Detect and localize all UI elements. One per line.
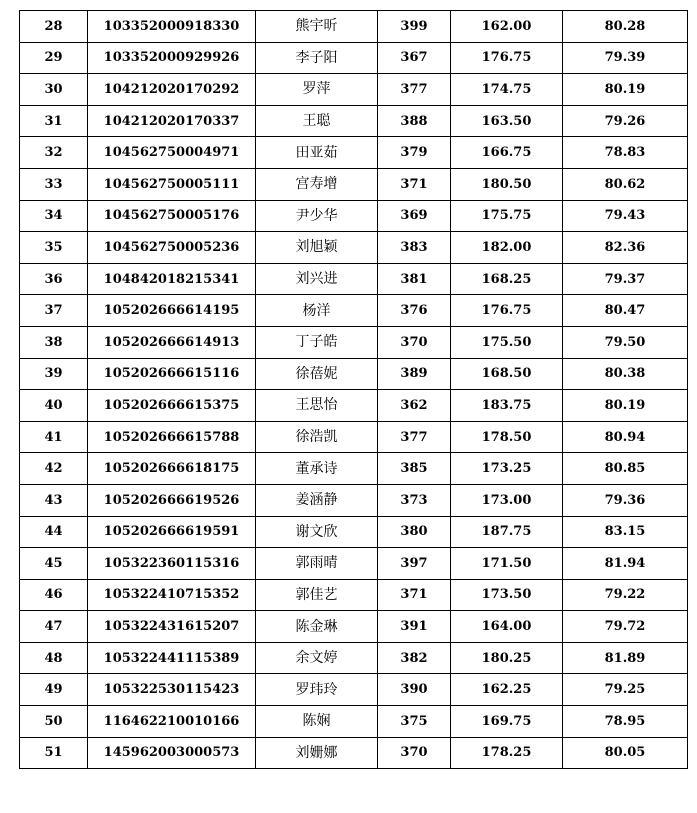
cell-candidate-id: 104562750004971	[88, 137, 256, 169]
cell-exam-score: 399	[378, 11, 451, 43]
cell-candidate-name: 谢文欣	[256, 516, 378, 548]
score-table	[19, 10, 688, 769]
cell-total-score: 80.94	[563, 421, 688, 453]
cell-seq-no: 36	[20, 263, 88, 295]
cell-exam-score: 362	[378, 390, 451, 422]
cell-candidate-name: 郭雨晴	[256, 548, 378, 580]
cell-seq-no: 34	[20, 200, 88, 232]
cell-seq-no: 39	[20, 358, 88, 390]
cell-candidate-id: 105322530115423	[88, 674, 256, 706]
cell-total-score: 81.94	[563, 548, 688, 580]
table-row	[20, 168, 688, 200]
table-row	[20, 105, 688, 137]
cell-seq-no: 37	[20, 295, 88, 327]
cell-seq-no: 41	[20, 421, 88, 453]
cell-total-score: 80.62	[563, 168, 688, 200]
cell-candidate-id: 105202666618175	[88, 453, 256, 485]
cell-total-score: 81.89	[563, 642, 688, 674]
cell-seq-no: 51	[20, 737, 88, 769]
cell-seq-no: 31	[20, 105, 88, 137]
cell-candidate-id: 105202666619591	[88, 516, 256, 548]
cell-exam-score: 367	[378, 42, 451, 74]
table-row	[20, 74, 688, 106]
table-row	[20, 611, 688, 643]
cell-total-score: 80.85	[563, 453, 688, 485]
table-row	[20, 137, 688, 169]
cell-total-score: 83.15	[563, 516, 688, 548]
score-table-body	[20, 11, 688, 769]
table-row	[20, 42, 688, 74]
cell-exam-score: 382	[378, 642, 451, 674]
cell-candidate-name: 熊宇昕	[256, 11, 378, 43]
cell-total-score: 80.19	[563, 74, 688, 106]
table-row	[20, 548, 688, 580]
table-row	[20, 674, 688, 706]
cell-total-score: 80.38	[563, 358, 688, 390]
cell-seq-no: 28	[20, 11, 88, 43]
cell-interview-score: 180.50	[451, 168, 563, 200]
cell-candidate-name: 刘姗娜	[256, 737, 378, 769]
cell-candidate-id: 104562750005236	[88, 232, 256, 264]
cell-candidate-id: 105202666614913	[88, 326, 256, 358]
cell-exam-score: 371	[378, 579, 451, 611]
cell-exam-score: 371	[378, 168, 451, 200]
cell-total-score: 79.36	[563, 484, 688, 516]
cell-candidate-id: 105202666619526	[88, 484, 256, 516]
cell-seq-no: 47	[20, 611, 88, 643]
table-row	[20, 295, 688, 327]
cell-candidate-name: 尹少华	[256, 200, 378, 232]
table-row	[20, 737, 688, 769]
cell-candidate-name: 刘兴进	[256, 263, 378, 295]
cell-interview-score: 173.25	[451, 453, 563, 485]
cell-total-score: 78.83	[563, 137, 688, 169]
cell-exam-score: 376	[378, 295, 451, 327]
cell-candidate-name: 陈娴	[256, 706, 378, 738]
cell-seq-no: 45	[20, 548, 88, 580]
cell-interview-score: 173.50	[451, 579, 563, 611]
cell-candidate-name: 宫寿增	[256, 168, 378, 200]
cell-interview-score: 175.50	[451, 326, 563, 358]
table-row	[20, 200, 688, 232]
cell-exam-score: 388	[378, 105, 451, 137]
cell-candidate-id: 145962003000573	[88, 737, 256, 769]
cell-exam-score: 377	[378, 421, 451, 453]
cell-interview-score: 166.75	[451, 137, 563, 169]
cell-exam-score: 397	[378, 548, 451, 580]
cell-candidate-id: 105202666615375	[88, 390, 256, 422]
cell-seq-no: 30	[20, 74, 88, 106]
cell-exam-score: 379	[378, 137, 451, 169]
cell-candidate-id: 116462210010166	[88, 706, 256, 738]
cell-total-score: 79.43	[563, 200, 688, 232]
cell-exam-score: 373	[378, 484, 451, 516]
cell-total-score: 79.22	[563, 579, 688, 611]
cell-total-score: 80.05	[563, 737, 688, 769]
cell-interview-score: 162.00	[451, 11, 563, 43]
cell-interview-score: 187.75	[451, 516, 563, 548]
cell-total-score: 79.72	[563, 611, 688, 643]
cell-candidate-id: 105322431615207	[88, 611, 256, 643]
cell-candidate-id: 104842018215341	[88, 263, 256, 295]
table-row	[20, 516, 688, 548]
cell-seq-no: 44	[20, 516, 88, 548]
table-row	[20, 326, 688, 358]
table-row	[20, 706, 688, 738]
cell-candidate-name: 李子阳	[256, 42, 378, 74]
cell-interview-score: 183.75	[451, 390, 563, 422]
table-row	[20, 579, 688, 611]
cell-exam-score: 375	[378, 706, 451, 738]
cell-candidate-name: 杨洋	[256, 295, 378, 327]
cell-exam-score: 383	[378, 232, 451, 264]
cell-seq-no: 43	[20, 484, 88, 516]
table-row	[20, 453, 688, 485]
cell-candidate-id: 105202666615116	[88, 358, 256, 390]
table-row	[20, 390, 688, 422]
cell-seq-no: 49	[20, 674, 88, 706]
cell-total-score: 79.50	[563, 326, 688, 358]
cell-total-score: 79.37	[563, 263, 688, 295]
cell-interview-score: 171.50	[451, 548, 563, 580]
cell-candidate-name: 刘旭颖	[256, 232, 378, 264]
cell-candidate-name: 田亚茹	[256, 137, 378, 169]
cell-seq-no: 50	[20, 706, 88, 738]
cell-candidate-id: 103352000929926	[88, 42, 256, 74]
cell-candidate-id: 105322441115389	[88, 642, 256, 674]
cell-exam-score: 390	[378, 674, 451, 706]
cell-seq-no: 35	[20, 232, 88, 264]
cell-total-score: 79.39	[563, 42, 688, 74]
table-row	[20, 232, 688, 264]
cell-exam-score: 369	[378, 200, 451, 232]
cell-interview-score: 175.75	[451, 200, 563, 232]
cell-candidate-name: 徐浩凯	[256, 421, 378, 453]
cell-interview-score: 164.00	[451, 611, 563, 643]
cell-candidate-name: 王思怡	[256, 390, 378, 422]
cell-exam-score: 381	[378, 263, 451, 295]
cell-exam-score: 370	[378, 326, 451, 358]
cell-interview-score: 178.25	[451, 737, 563, 769]
cell-seq-no: 29	[20, 42, 88, 74]
cell-candidate-name: 陈金琳	[256, 611, 378, 643]
cell-candidate-id: 103352000918330	[88, 11, 256, 43]
cell-total-score: 78.95	[563, 706, 688, 738]
cell-exam-score: 370	[378, 737, 451, 769]
cell-total-score: 80.19	[563, 390, 688, 422]
table-row	[20, 421, 688, 453]
cell-seq-no: 38	[20, 326, 88, 358]
table-row	[20, 11, 688, 43]
cell-exam-score: 380	[378, 516, 451, 548]
cell-interview-score: 178.50	[451, 421, 563, 453]
cell-candidate-name: 余文婷	[256, 642, 378, 674]
cell-seq-no: 42	[20, 453, 88, 485]
cell-exam-score: 377	[378, 74, 451, 106]
cell-candidate-id: 105322410715352	[88, 579, 256, 611]
cell-candidate-name: 罗玮玲	[256, 674, 378, 706]
cell-candidate-name: 王聪	[256, 105, 378, 137]
cell-total-score: 79.26	[563, 105, 688, 137]
table-row	[20, 263, 688, 295]
cell-total-score: 79.25	[563, 674, 688, 706]
cell-candidate-id: 104562750005111	[88, 168, 256, 200]
cell-seq-no: 32	[20, 137, 88, 169]
cell-total-score: 82.36	[563, 232, 688, 264]
cell-interview-score: 176.75	[451, 295, 563, 327]
cell-exam-score: 389	[378, 358, 451, 390]
cell-total-score: 80.28	[563, 11, 688, 43]
cell-interview-score: 162.25	[451, 674, 563, 706]
cell-seq-no: 33	[20, 168, 88, 200]
cell-interview-score: 180.25	[451, 642, 563, 674]
cell-candidate-id: 104212020170292	[88, 74, 256, 106]
cell-candidate-id: 105202666614195	[88, 295, 256, 327]
cell-interview-score: 176.75	[451, 42, 563, 74]
cell-interview-score: 163.50	[451, 105, 563, 137]
cell-exam-score: 391	[378, 611, 451, 643]
cell-seq-no: 46	[20, 579, 88, 611]
table-row	[20, 358, 688, 390]
cell-interview-score: 169.75	[451, 706, 563, 738]
cell-interview-score: 168.25	[451, 263, 563, 295]
cell-candidate-name: 姜涵静	[256, 484, 378, 516]
cell-interview-score: 182.00	[451, 232, 563, 264]
cell-interview-score: 173.00	[451, 484, 563, 516]
cell-total-score: 80.47	[563, 295, 688, 327]
cell-candidate-name: 丁子皓	[256, 326, 378, 358]
cell-candidate-id: 105202666615788	[88, 421, 256, 453]
table-row	[20, 484, 688, 516]
cell-candidate-name: 徐蓓妮	[256, 358, 378, 390]
cell-candidate-name: 罗萍	[256, 74, 378, 106]
cell-candidate-id: 104212020170337	[88, 105, 256, 137]
table-row	[20, 642, 688, 674]
cell-candidate-id: 104562750005176	[88, 200, 256, 232]
cell-seq-no: 48	[20, 642, 88, 674]
cell-candidate-name: 董承诗	[256, 453, 378, 485]
cell-interview-score: 168.50	[451, 358, 563, 390]
cell-interview-score: 174.75	[451, 74, 563, 106]
cell-candidate-id: 105322360115316	[88, 548, 256, 580]
cell-exam-score: 385	[378, 453, 451, 485]
cell-candidate-name: 郭佳艺	[256, 579, 378, 611]
cell-seq-no: 40	[20, 390, 88, 422]
